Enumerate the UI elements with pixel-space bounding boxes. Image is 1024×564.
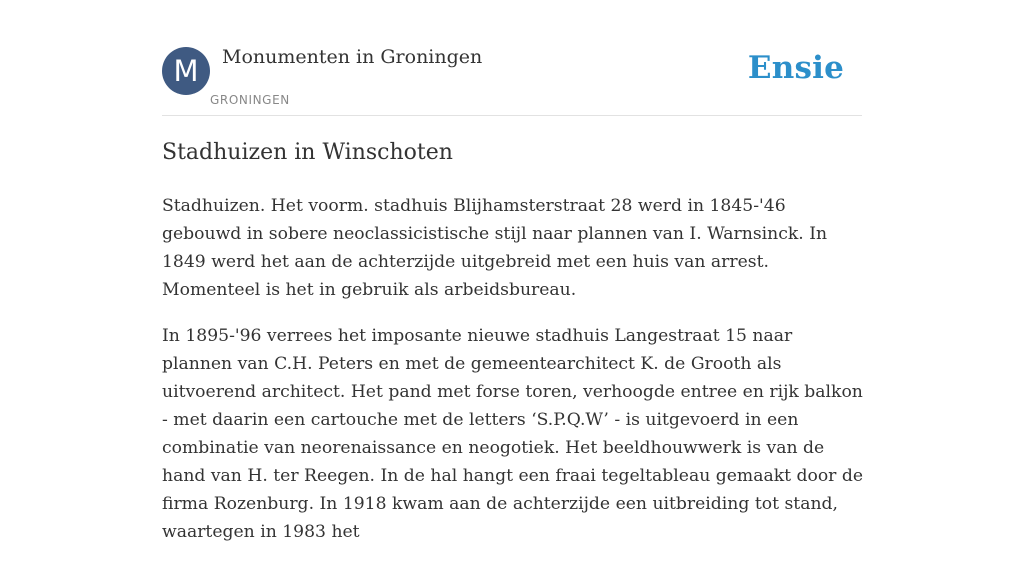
article-paragraph: In 1895-'96 verrees het imposante nieuwe stadhuis Langestraat 15 naar plannen van C.H. Peters en met de gemeentearchitect K. de Grooth als uitvoerend architect. Het pand met forse toren, verhoogde entree en rijk balkon - met daarin een cartouche met de letters ‘S.P.Q.W’ - is uitgevoerd in een combinatie van neorenaissance en neogotiek. Het beeldhouwwerk is van de hand van H. ter Reegen. In de hal hangt een fraai tegeltableau gemaakt door de firma Rozenburg. In 1918 kwam aan de achterzijde een uitbreiding tot stand, waartegen in 1983 het [162,326,864,542]
article-title: Stadhuizen in Winschoten [162,140,453,165]
site-avatar[interactable]: M [162,47,210,95]
article-body [162,192,867,564]
page-container [162,0,864,542]
brand-logo[interactable]: Ensie [747,50,844,86]
category-label[interactable]: GRONINGEN [210,93,290,107]
site-title[interactable]: Monumenten in Groningen [222,46,483,68]
site-header [162,0,862,116]
article-paragraph: Stadhuizen. Het voorm. stadhuis Blijhamsterstraat 28 werd in 1845-'46 gebouwd in sobere neoclassicistische stijl naar plannen van I. Warnsinck. In 1849 werd het aan de achterzijde uitgebreid met een huis van arrest. Momenteel is het in gebruik als arbeidsbureau. [162,196,828,300]
